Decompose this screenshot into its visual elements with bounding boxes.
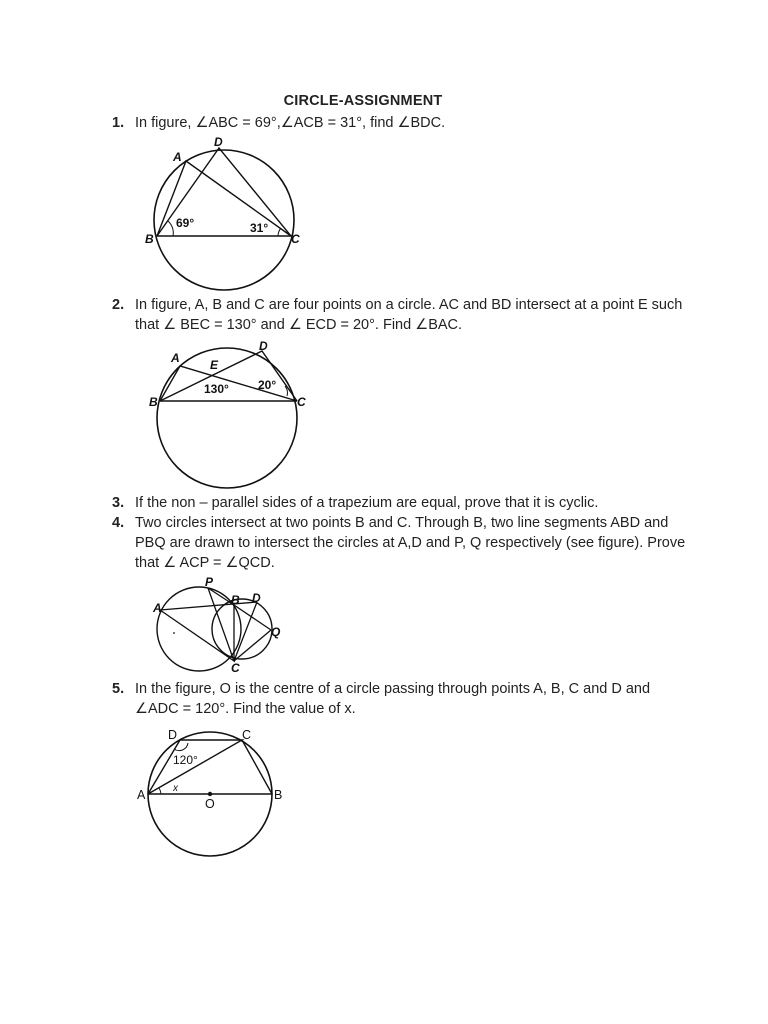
question-number: 3. <box>112 495 125 511</box>
question-number: 4. <box>112 515 125 531</box>
angle-label-d: 120° <box>173 753 198 767</box>
point-label-c: C <box>231 661 240 675</box>
point-label-a: A <box>153 601 162 615</box>
point-label-b: B <box>145 232 154 246</box>
question-3 <box>112 493 692 513</box>
angle-label-b: 69° <box>176 216 195 230</box>
point-label-b: B <box>149 395 158 409</box>
point-label-a: A <box>173 150 182 164</box>
point-label-b: B <box>274 788 283 802</box>
point-label-d: D <box>259 339 268 353</box>
question-5 <box>112 679 692 719</box>
point-label-d: D <box>214 135 223 149</box>
angle-label-c: 31° <box>250 221 269 235</box>
point-label-a: A <box>137 788 146 802</box>
figure-1 <box>140 135 310 295</box>
point-label-p: P <box>205 575 214 589</box>
question-text: If the non – parallel sides of a trapezium are equal, prove that it is cyclic. <box>135 495 599 511</box>
question-2 <box>112 295 692 335</box>
figure-4 <box>150 575 285 675</box>
point-label-a: A <box>171 351 180 365</box>
point-label-b: B <box>231 593 240 607</box>
question-text: In the figure, O is the centre of a circle passing through points A, B, C and D and ∠ADC = 120°. Find the value of x. <box>135 681 651 717</box>
point-label-d: D <box>168 728 178 742</box>
question-1 <box>112 113 692 133</box>
point-label-c: C <box>242 728 252 742</box>
question-number: 5. <box>112 681 125 697</box>
point-label-e: E <box>210 358 219 372</box>
point-label-q: Q <box>271 625 281 639</box>
angle-label-c: 20° <box>258 378 277 392</box>
question-number: 2. <box>112 297 125 313</box>
angle-label-e: 130° <box>204 382 229 396</box>
figure-5 <box>135 725 295 865</box>
question-text: Two circles intersect at two points B and C. Through B, two line segments ABD and PBQ are drawn to intersect the circles at A,D and P, Q respectively (see figure). Prove that ∠ ACP = ∠QCD. <box>135 515 686 571</box>
question-4 <box>112 513 692 573</box>
angle-label-x: x <box>173 783 178 794</box>
page-title: CIRCLE-ASSIGNMENT <box>283 93 443 109</box>
point-label-c: C <box>297 395 306 409</box>
point-label-c: C <box>291 232 300 246</box>
question-number: 1. <box>112 115 125 131</box>
figure-2 <box>140 335 320 495</box>
point-label-d: D <box>252 591 261 605</box>
question-text: In figure, A, B and C are four points on a circle. AC and BD intersect at a point E such that ∠ BEC = 130° and ∠ ECD = 20°. Find ∠BAC. <box>135 297 683 333</box>
point-label-o: O <box>205 797 215 811</box>
question-text: In figure, ∠ABC = 69°,∠ACB = 31°, find ∠BDC. <box>135 115 446 131</box>
